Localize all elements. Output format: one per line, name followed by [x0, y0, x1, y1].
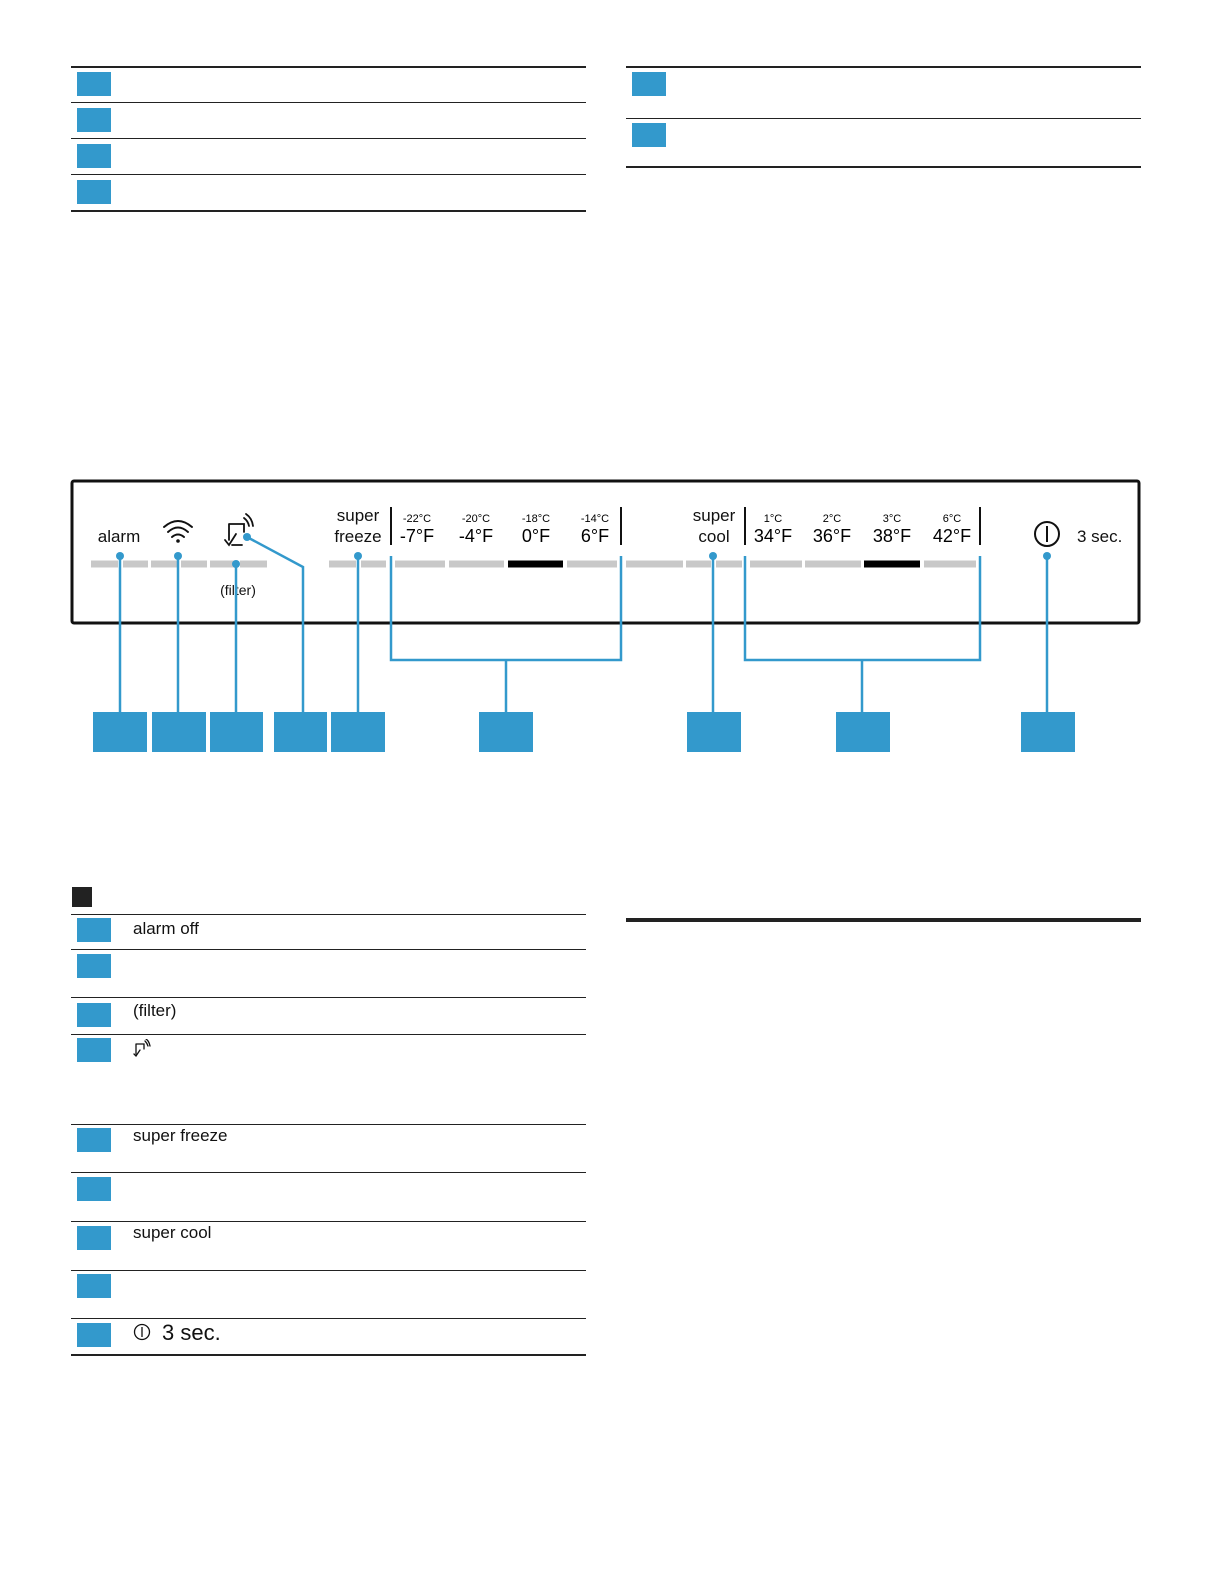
freezer-temp-f: 0°F: [521, 526, 551, 546]
fridge-temp-c: 3°C: [882, 513, 902, 525]
fridge-temp-f: 42°F: [932, 526, 972, 546]
table-rule: [71, 1124, 586, 1125]
power-icon: [133, 1323, 151, 1341]
power-icon: [1035, 522, 1059, 546]
callout-marker: [632, 72, 666, 96]
fridge-temp-f: 34°F: [753, 526, 793, 546]
legend-row-text: super freeze: [133, 1126, 228, 1145]
callout-marker: [77, 108, 111, 132]
legend-row-text: (filter): [133, 1001, 177, 1020]
table-rule: [71, 914, 586, 915]
legend-row-text: super cool: [133, 1223, 212, 1242]
callout-marker: [77, 72, 111, 96]
power-hold-label: 3 sec.: [1077, 527, 1123, 546]
callout-marker: [632, 123, 666, 147]
freezer-temp-c: -20°C: [461, 513, 491, 525]
callout-marker: [77, 1274, 111, 1298]
callout-boxes: [93, 712, 1075, 752]
table-rule: [71, 210, 586, 212]
table-rule: [71, 174, 586, 175]
super-freeze-label: super: [336, 506, 380, 525]
callout-marker: [77, 144, 111, 168]
freezer-temp-c: -18°C: [521, 513, 551, 525]
freezer-temp-scale: [400, 513, 609, 546]
table-rule: [626, 166, 1141, 168]
callout-marker: [77, 954, 111, 978]
control-panel-diagram: [0, 470, 1224, 770]
callout-marker: [77, 1177, 111, 1201]
super-cool-label: super: [692, 506, 736, 525]
table-rule: [71, 949, 586, 950]
fridge-temp-f: 38°F: [872, 526, 912, 546]
filter-label: (filter): [220, 582, 256, 598]
super-freeze-label: freeze: [334, 527, 382, 546]
callout-marker: [77, 1226, 111, 1250]
callout-marker: [77, 1038, 111, 1062]
table-rule: [71, 66, 586, 68]
fridge-temp-scale: [754, 513, 971, 546]
table-rule: [71, 1318, 586, 1319]
callout-marker: [77, 180, 111, 204]
fridge-temp-f: 36°F: [812, 526, 852, 546]
table-rule: [71, 102, 586, 103]
callout-marker: [77, 1128, 111, 1152]
callout-marker: [77, 1003, 111, 1027]
legend-header-marker: [72, 887, 92, 907]
freezer-temp-c: -22°C: [402, 513, 432, 525]
table-rule: [71, 138, 586, 139]
table-rule: [626, 118, 1141, 119]
fridge-temp-c: 6°C: [942, 513, 962, 525]
legend-row-text: 3 sec.: [162, 1320, 221, 1345]
freezer-temp-c: -14°C: [580, 513, 610, 525]
freezer-temp-f: -4°F: [458, 526, 494, 546]
fridge-temp-c: 2°C: [822, 513, 842, 525]
alarm-label: alarm: [97, 527, 141, 546]
callout-marker: [77, 1323, 111, 1347]
table-rule: [71, 1172, 586, 1173]
freezer-temp-f: -7°F: [399, 526, 435, 546]
freezer-temp-f: 6°F: [580, 526, 610, 546]
fridge-temp-c: 1°C: [763, 513, 783, 525]
super-cool-label: cool: [698, 527, 730, 546]
table-rule: [71, 997, 586, 998]
section-rule: [626, 918, 1141, 922]
legend-row-text: alarm off: [133, 919, 199, 938]
wifi-icon: [164, 521, 192, 543]
remote-start-icon: [133, 1039, 151, 1057]
table-rule: [71, 1270, 586, 1271]
table-rule: [71, 1034, 586, 1035]
table-rule: [71, 1354, 586, 1356]
table-rule: [626, 66, 1141, 68]
callout-marker: [77, 918, 111, 942]
table-rule: [71, 1221, 586, 1222]
